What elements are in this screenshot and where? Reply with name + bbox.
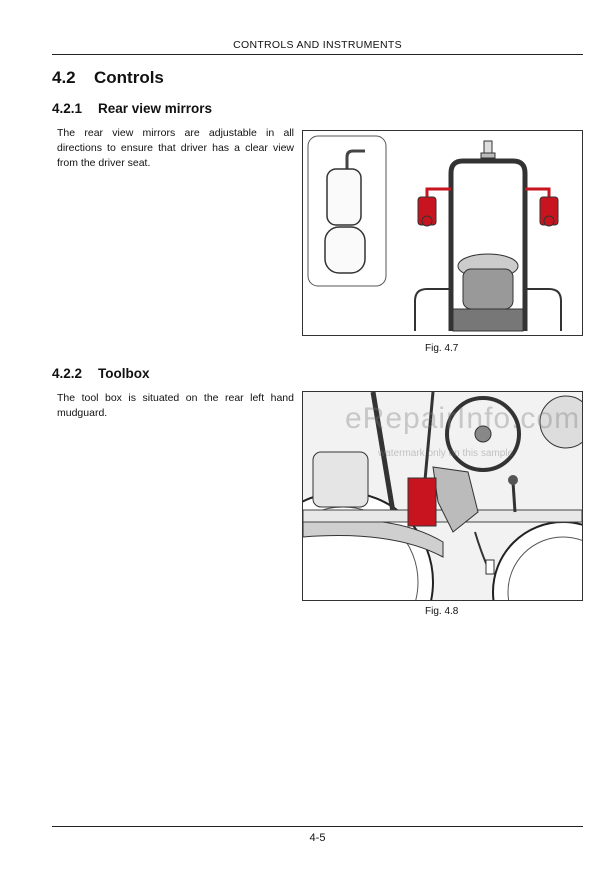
figure-caption-4-8: Fig. 4.8 bbox=[425, 606, 459, 617]
section-heading bbox=[52, 68, 164, 88]
section-number: 4.2 bbox=[52, 68, 76, 87]
header-rule bbox=[52, 54, 583, 55]
tractor-mirrors-illustration bbox=[303, 131, 582, 335]
subsection-number: 4.2.2 bbox=[52, 366, 83, 381]
toolbox-paragraph: The tool box is situated on the rear left hand mudguard. bbox=[57, 392, 294, 419]
watermark-subtext: watermark only on this sample bbox=[378, 448, 514, 459]
subsection-heading-mirrors bbox=[52, 101, 212, 116]
running-header: CONTROLS AND INSTRUMENTS bbox=[233, 39, 402, 51]
subsection-number: 4.2.1 bbox=[52, 101, 83, 116]
figure-caption-4-7: Fig. 4.7 bbox=[425, 343, 459, 354]
subsection-title: Rear view mirrors bbox=[98, 101, 213, 116]
watermark: eRepairInfo.com bbox=[345, 402, 581, 435]
page-number: 4-5 bbox=[309, 832, 326, 844]
section-title: Controls bbox=[94, 68, 164, 87]
subsection-heading-toolbox bbox=[52, 366, 150, 381]
subsection-title: Toolbox bbox=[98, 366, 150, 381]
mirrors-paragraph: The rear view mirrors are adjustable in all directions to ensure that driver has a clear view from the driver seat. bbox=[57, 127, 294, 169]
footer-rule bbox=[52, 826, 583, 827]
figure-rear-view-mirrors bbox=[302, 130, 583, 336]
